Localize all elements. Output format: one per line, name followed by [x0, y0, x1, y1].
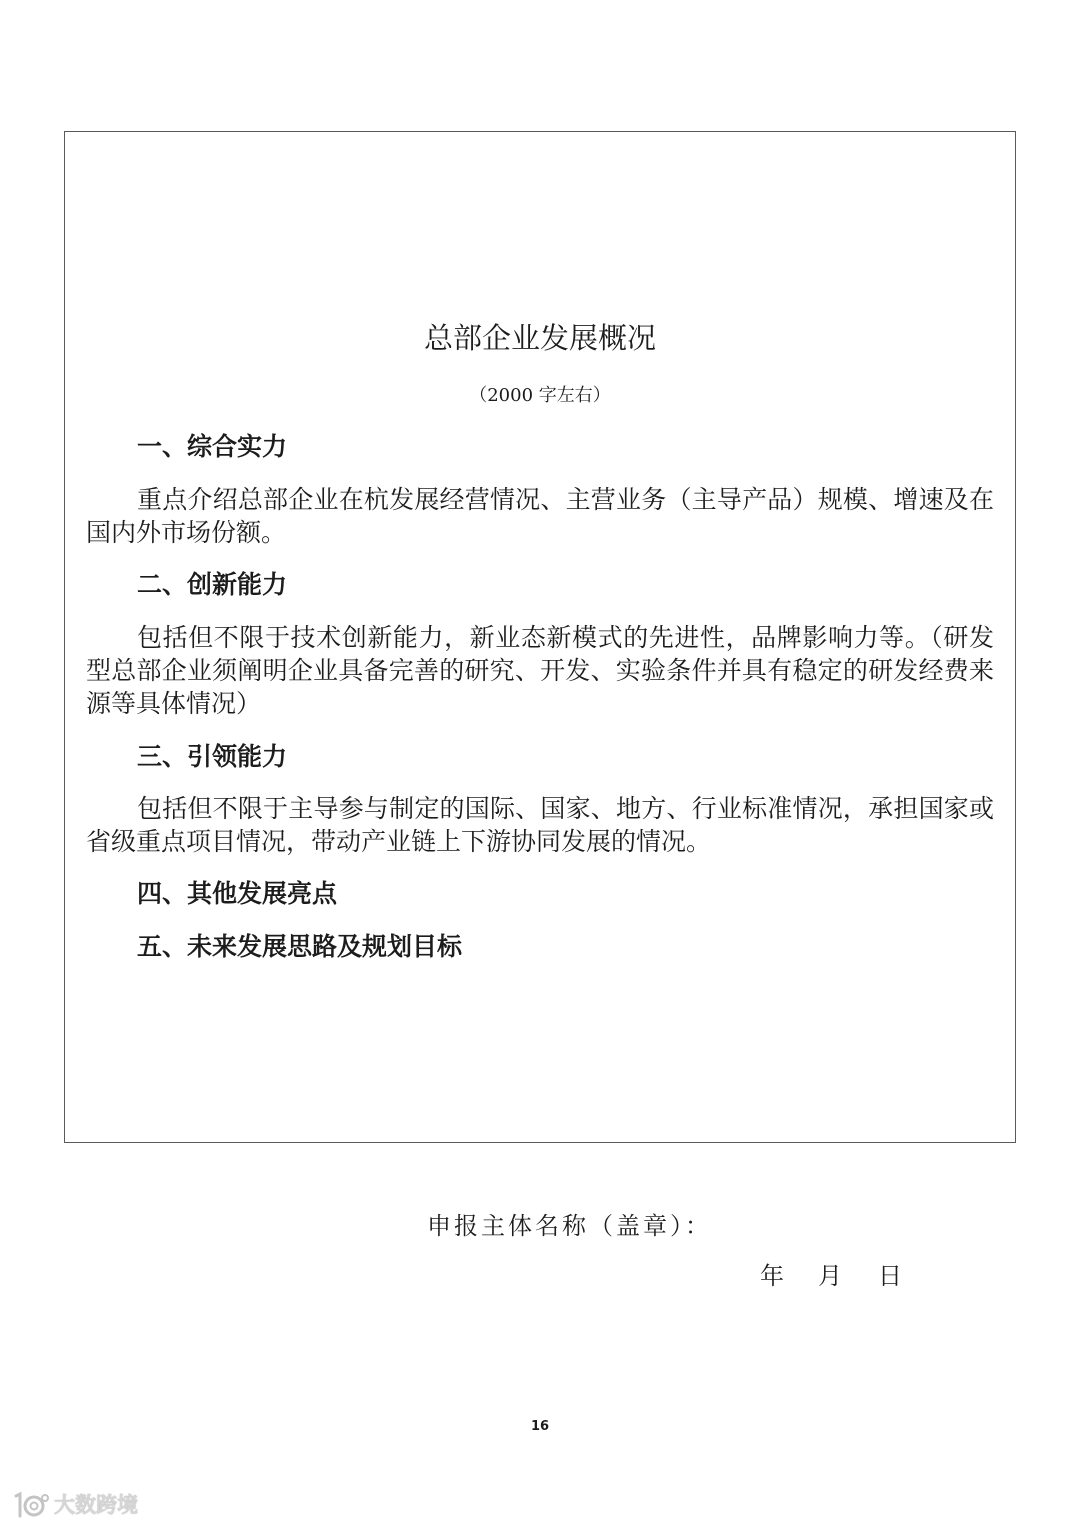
watermark-text: 大数跨境 [54, 1493, 138, 1517]
paragraph-line: 包括但不限于主导参与制定的国际、国家、地方、行业标准情况，承担国家或 [137, 794, 994, 823]
section-paragraph-leadership [86, 792, 994, 858]
paragraph-line: 重点介绍总部企业在杭发展经营情况、主营业务（主导产品）规模、增速及在 [137, 485, 994, 514]
section-heading-leadership: 三、引领能力 [137, 742, 288, 771]
section-heading-other-highlights: 四、其他发展亮点 [137, 879, 338, 908]
date-day-label: 日 [878, 1262, 902, 1290]
section-paragraph-innovation [86, 621, 994, 720]
paragraph-line: 包括但不限于技术创新能力，新业态新模式的先进性，品牌影响力等。（研发 [137, 623, 994, 652]
page-number: 16 [530, 1419, 550, 1434]
section-paragraph-overall-strength [86, 483, 994, 549]
paragraph-line: 省级重点项目情况，带动产业链上下游协同发展的情况。 [86, 827, 712, 856]
applicant-seal-label: 申报主体名称（盖章）： [427, 1212, 712, 1240]
section-heading-innovation: 二、创新能力 [137, 570, 288, 599]
page-title: 总部企业发展概况 [423, 321, 656, 355]
paragraph-line: 源等具体情况） [86, 689, 262, 718]
section-heading-future-plans: 五、未来发展思路及规划目标 [137, 932, 463, 961]
paragraph-line: 型总部企业须阐明企业具备完善的研究、开发、实验条件并具有稳定的研发经费来 [86, 656, 994, 685]
word-count-note: （2000 字左右） [469, 385, 611, 406]
date-year-label: 年 [760, 1262, 784, 1290]
date-month-label: 月 [818, 1262, 842, 1290]
section-heading-overall-strength: 一、综合实力 [137, 432, 288, 461]
watermark-logo-icon [10, 1490, 50, 1520]
paragraph-line: 国内外市场份额。 [86, 518, 287, 547]
